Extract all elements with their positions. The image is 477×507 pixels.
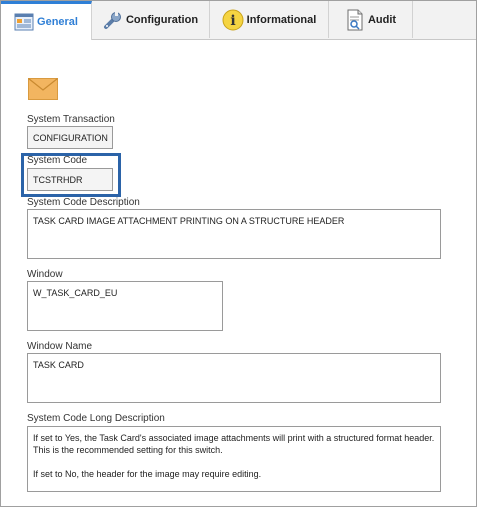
- tab-informational-label: Informational: [246, 13, 317, 26]
- system-transaction-label: System Transaction: [27, 114, 115, 125]
- form-icon: [14, 13, 34, 31]
- tab-configuration-label: Configuration: [125, 13, 199, 26]
- wrench-icon: [103, 10, 123, 30]
- audit-document-icon: [345, 9, 365, 31]
- general-panel: [1, 40, 476, 506]
- tab-informational[interactable]: [210, 1, 329, 38]
- long-description-paragraph-2: If set to No, the header for the image may require editing.: [33, 469, 262, 479]
- envelope-icon: [28, 78, 58, 105]
- long-description-label: System Code Long Description: [27, 413, 165, 424]
- long-description-paragraph-1: If set to Yes, the Task Card's associated image attachments will print with a structured format header. This is the recommended setting for this switch.: [33, 433, 435, 455]
- tab-audit[interactable]: [329, 1, 413, 38]
- long-description-field[interactable]: [27, 426, 441, 492]
- system-code-description-field[interactable]: TASK CARD IMAGE ATTACHMENT PRINTING ON A STRUCTURE HEADER: [27, 209, 441, 259]
- info-icon: [222, 9, 244, 31]
- system-transaction-field: CONFIGURATION: [27, 126, 113, 149]
- tab-audit-label: Audit: [367, 13, 397, 26]
- system-code-field: TCSTRHDR: [27, 168, 113, 191]
- tab-bar: [1, 1, 476, 40]
- svg-text:i: i: [229, 12, 236, 29]
- window-name-field[interactable]: TASK CARD: [27, 353, 441, 403]
- tab-general[interactable]: [1, 1, 92, 40]
- system-code-label: System Code: [27, 155, 88, 166]
- tab-configuration[interactable]: [92, 1, 210, 38]
- window-label: Window: [27, 269, 63, 280]
- window-field[interactable]: W_TASK_CARD_EU: [27, 281, 223, 331]
- tab-general-label: General: [37, 16, 78, 28]
- system-code-description-label: System Code Description: [27, 197, 140, 208]
- window-name-label: Window Name: [27, 341, 93, 352]
